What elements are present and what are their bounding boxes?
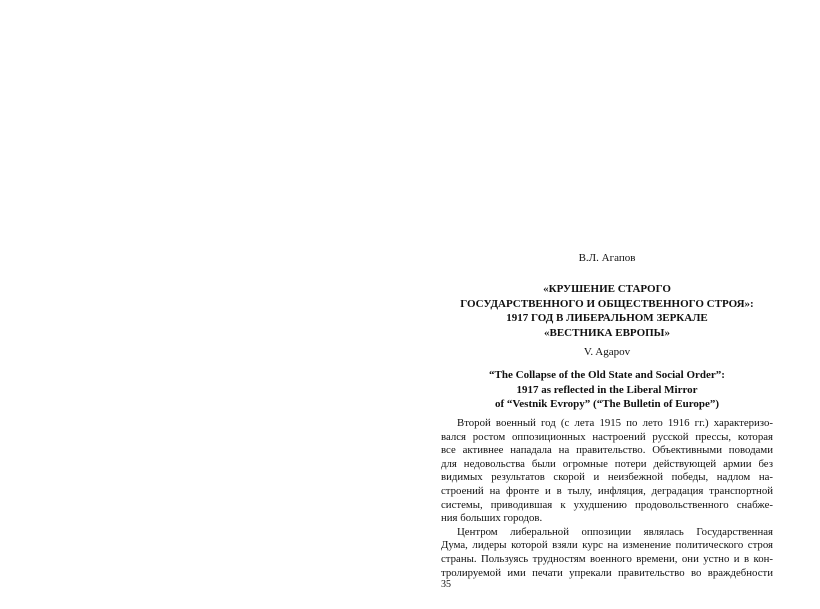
- title-ru-line: 1917 ГОД В ЛИБЕРАЛЬНОМ ЗЕРКАЛЕ: [506, 312, 708, 324]
- text-line: видимых результатов скорой и неизбежной победы, надлом на-: [441, 471, 773, 484]
- title-ru-line: ГОСУДАРСТВЕННОГО И ОБЩЕСТВЕННОГО СТРОЯ»:: [460, 297, 754, 310]
- text-line: Второй военный год (с лета 1915 по лето 1916 гг.) характеризо-: [457, 417, 773, 429]
- title-en-line: of “Vestnik Evropy” (“The Bulletin of Europe”): [494, 398, 720, 410]
- text-line: ния больших городов.: [441, 512, 543, 525]
- title-en-line: 1917 as reflected in the Liberal Mirror: [516, 383, 698, 396]
- title-ru-line: «КРУШЕНИЕ СТАРОГО: [543, 283, 671, 295]
- paragraph-1: [441, 417, 773, 526]
- author-name-ru: В.Л. Агапов: [578, 252, 636, 264]
- text-line: системы, приводившая к ухудшению продовольственного снабже-: [441, 498, 773, 511]
- paragraph-2: [441, 526, 773, 580]
- text-line: вался ростом оппозиционных настроений русской прессы, которая: [441, 430, 773, 443]
- author-name-en: V. Agapov: [583, 346, 631, 358]
- text-line: строений на фронте и в тылу, инфляция, деградация транспортной: [441, 484, 773, 497]
- book-page: [441, 0, 773, 609]
- body-text: [441, 417, 773, 580]
- title-en-line: “The Collapse of the Old State and Social Order”:: [489, 369, 725, 381]
- text-line: Центром либеральной оппозиции являлась Государственная: [457, 525, 773, 538]
- text-line: страны. Пользуясь трудностям военного времени, они устно и в кон-: [441, 552, 773, 565]
- text-line: тролируемой ими печати упрекали правительство во враждебности: [441, 566, 773, 579]
- title-ru-line: «ВЕСТНИКА ЕВРОПЫ»: [544, 326, 670, 339]
- article-title-ru: [441, 282, 773, 340]
- text-line: для недовольства были огромные потери действующей армии без: [441, 457, 773, 470]
- page-number: 35: [441, 579, 451, 590]
- text-line: Дума, лидеры которой взяли курс на изменение политического строя: [441, 539, 773, 552]
- article-title-en: [441, 368, 773, 412]
- text-line: все активнее нападала на правительство. Объективными поводами: [441, 444, 773, 457]
